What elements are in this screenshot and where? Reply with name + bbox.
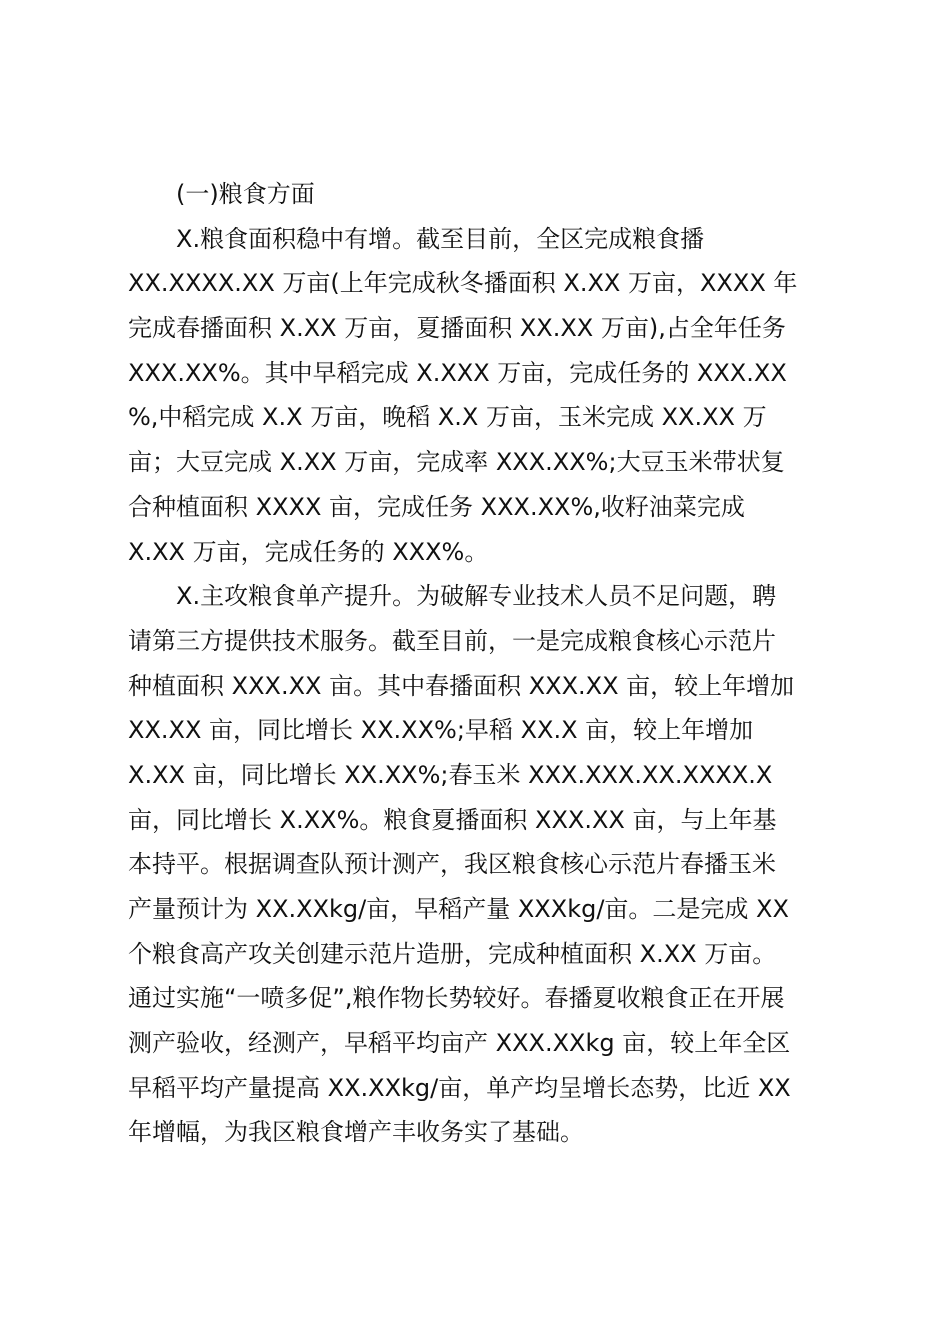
paragraph-line: 合种植面积 XXXX 亩，完成任务 XXX.XX%,收籽油菜完成: [128, 492, 745, 521]
paragraph-line: XXX.XX%。其中早稻完成 X.XXX 万亩，完成任务的 XXX.XX: [128, 358, 787, 387]
paragraph-line: 通过实施“一喷多促”,粮作物长势较好。春播夏收粮食正在开展: [128, 984, 785, 1013]
paragraph-grain-area: [128, 217, 828, 575]
paragraph-line: 测产验收，经测产，早稻平均亩产 XXX.XXkg 亩，较上年全区: [128, 1029, 791, 1058]
paragraph-line: 亩；大豆完成 X.XX 万亩，完成率 XXX.XX%;大豆玉米带状复: [128, 448, 785, 477]
paragraph-line: 个粮食高产攻关创建示范片造册，完成种植面积 X.XX 万亩。: [128, 939, 777, 968]
paragraph-line: 本持平。根据调查队预计测产，我区粮食核心示范片春播玉米: [128, 850, 776, 879]
paragraph-line: X.主攻粮食单产提升。为破解专业技术人员不足问题，聘: [176, 582, 777, 611]
paragraph-line: 亩，同比增长 X.XX%。粮食夏播面积 XXX.XX 亩，与上年基: [128, 805, 777, 834]
paragraph-line: X.粮食面积稳中有增。截至目前，全区完成粮食播: [176, 224, 705, 253]
paragraph-grain-yield: [128, 574, 828, 1155]
section-heading: (一)粮食方面: [176, 180, 315, 208]
paragraph-line: XX.XX 亩，同比增长 XX.XX%;早稻 XX.X 亩，较上年增加: [128, 716, 754, 745]
paragraph-line: XX.XXXX.XX 万亩(上年完成秋冬播面积 X.XX 万亩，XXXX 年: [128, 269, 798, 298]
paragraph-line: 完成春播面积 X.XX 万亩，夏播面积 XX.XX 万亩),占全年任务: [128, 314, 786, 343]
paragraph-line: 年增幅，为我区粮食增产丰收务实了基础。: [128, 1118, 584, 1147]
document-body: [128, 172, 828, 1155]
paragraph-line: 请第三方提供技术服务。截至目前，一是完成粮食核心示范片: [128, 626, 776, 655]
paragraph-line: 早稻平均产量提高 XX.XXkg/亩，单产均呈增长态势，比近 XX: [128, 1073, 791, 1102]
paragraph-line: %,中稻完成 X.X 万亩，晚稻 X.X 万亩，玉米完成 XX.XX 万: [128, 403, 767, 432]
paragraph-line: X.XX 亩，同比增长 XX.XX%;春玉米 XXX.XXX.XX.XXXX.X: [128, 760, 773, 789]
paragraph-line: 产量预计为 XX.XXkg/亩，早稻产量 XXXkg/亩。二是完成 XX: [128, 895, 789, 923]
paragraph-line: X.XX 万亩，完成任务的 XXX%。: [128, 537, 489, 566]
paragraph-line: 种植面积 XXX.XX 亩。其中春播面积 XXX.XX 亩，较上年增加: [128, 671, 795, 700]
